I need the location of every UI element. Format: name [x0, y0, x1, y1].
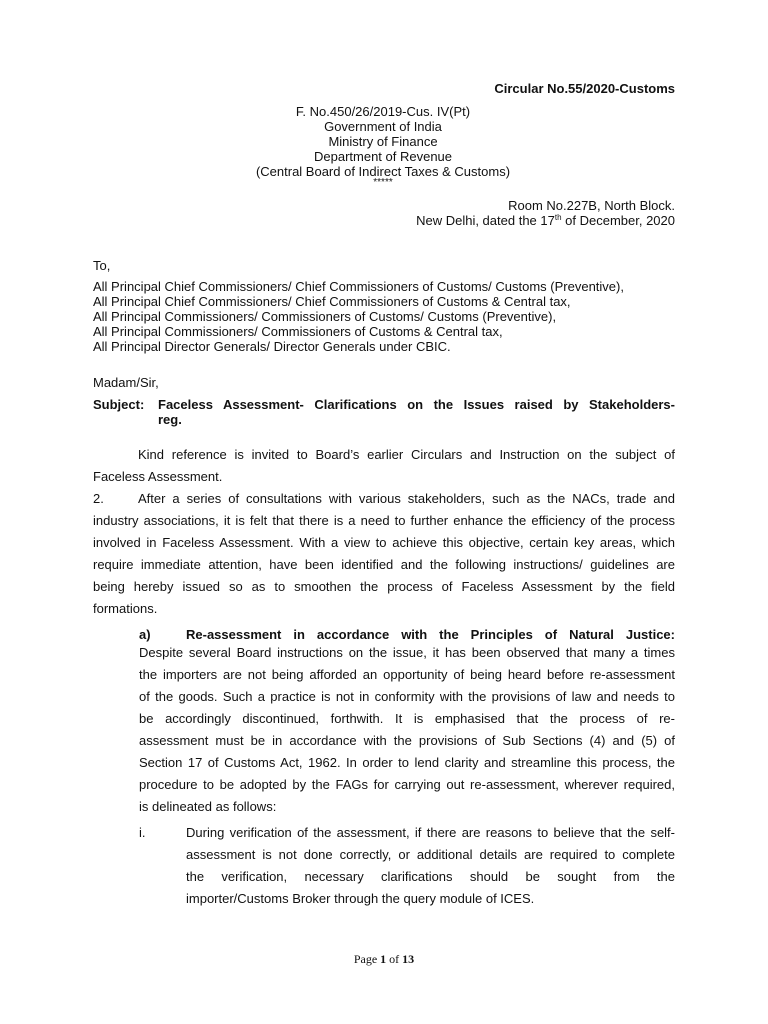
paragraph-line: be accordingly discontinued, forthwith. It is emphasised that the process of re-	[139, 711, 675, 726]
paragraph-2-number: 2.	[93, 491, 104, 506]
to-label: To,	[93, 258, 111, 273]
point-i-label: i.	[139, 825, 146, 840]
addressee-line: All Principal Chief Commissioners/ Chief Commissioners of Customs & Central tax,	[93, 294, 571, 309]
page-number	[284, 952, 484, 967]
page-word: Page	[353, 952, 378, 966]
addressee-line: All Principal Director Generals/ Director Generals under CBIC.	[93, 339, 451, 354]
point-a-body	[139, 642, 675, 818]
paragraph-line: industry associations, it is felt that there is a need to further enhance the efficiency of the process	[93, 513, 675, 528]
paragraph-line: of the goods. Such a practice is not in conformity with the provisions of law and needs to	[139, 689, 675, 704]
paragraph-line: Despite several Board instructions on the issue, it has been observed that many a times	[139, 645, 675, 660]
paragraph-line: Kind reference is invited to Board’s earlier Circulars and Instruction on the subject of	[138, 447, 675, 462]
subject-title-line2: reg.	[158, 412, 182, 427]
dated-line	[350, 213, 675, 228]
date-suffix: of December, 2020	[561, 213, 675, 228]
date-superscript: th	[554, 213, 562, 222]
stars-separator: *****	[373, 177, 393, 188]
paragraph-2	[93, 488, 675, 620]
paragraph-line: After a series of consultations with various stakeholders, such as the NACs, trade and	[138, 491, 675, 506]
paragraph-1	[93, 444, 675, 488]
salutation: Madam/Sir,	[93, 375, 159, 390]
paragraph-line: the importers are not being afforded an opportunity of being heard before re-assessment	[139, 667, 675, 682]
board-line: (Central Board of Indirect Taxes & Customs)	[255, 164, 511, 179]
addressee-line: All Principal Commissioners/ Commissioners of Customs & Central tax,	[93, 324, 503, 339]
paragraph-line: During verification of the assessment, if there are reasons to believe that the self-	[186, 825, 675, 840]
paragraph-line: Faceless Assessment.	[93, 469, 223, 484]
addressee-line: All Principal Commissioners/ Commissioners of Customs/ Customs (Preventive),	[93, 309, 557, 324]
of-word: of	[389, 952, 400, 966]
paragraph-line: Section 17 of Customs Act, 1962. In order to lend clarity and streamline this process, the	[139, 755, 675, 770]
point-a-label: a)	[139, 627, 151, 642]
government-line: Government of India	[324, 119, 442, 134]
circular-number: Circular No.55/2020-Customs	[494, 81, 675, 96]
ministry-line: Ministry of Finance	[328, 134, 438, 149]
subject-title-line1: Faceless Assessment- Clarifications on the Issues raised by Stakeholders-	[158, 397, 675, 412]
point-i-body	[186, 822, 675, 910]
paragraph-line: involved in Faceless Assessment. With a view to achieve this objective, certain key areas, which	[93, 535, 675, 550]
paragraph-line: importer/Customs Broker through the query module of ICES.	[186, 891, 535, 906]
paragraph-line: formations.	[93, 601, 158, 616]
room-address: Room No.227B, North Block.	[508, 198, 675, 213]
paragraph-line: is delineated as follows:	[139, 799, 277, 814]
paragraph-line: procedure to be adopted by the FAGs for carrying out re-assessment, wherever required,	[139, 777, 675, 792]
paragraph-line: the verification, necessary clarifications should be sought from the	[186, 869, 675, 884]
point-a-heading: Re-assessment in accordance with the Principles of Natural Justice:	[186, 627, 675, 642]
paragraph-line: being hereby issued so as to smoothen the process of Faceless Assessment by the field	[93, 579, 675, 594]
subject-label: Subject:	[93, 397, 145, 412]
department-line: Department of Revenue	[313, 149, 453, 164]
date-prefix: New Delhi, dated the 17	[416, 213, 555, 228]
total-pages: 13	[402, 952, 415, 966]
paragraph-line: assessment must be in accordance with the provisions of Sub Sections (4) and (5) of	[139, 733, 675, 748]
paragraph-line: require immediate attention, have been identified and the following instructions/ guidelines are	[93, 557, 675, 572]
addressee-line: All Principal Chief Commissioners/ Chief Commissioners of Customs/ Customs (Preventive),	[93, 279, 624, 294]
paragraph-line: assessment is not done correctly, or additional details are required to complete	[186, 847, 675, 862]
current-page: 1	[380, 952, 387, 966]
file-number: F. No.450/26/2019-Cus. IV(Pt)	[295, 104, 471, 119]
